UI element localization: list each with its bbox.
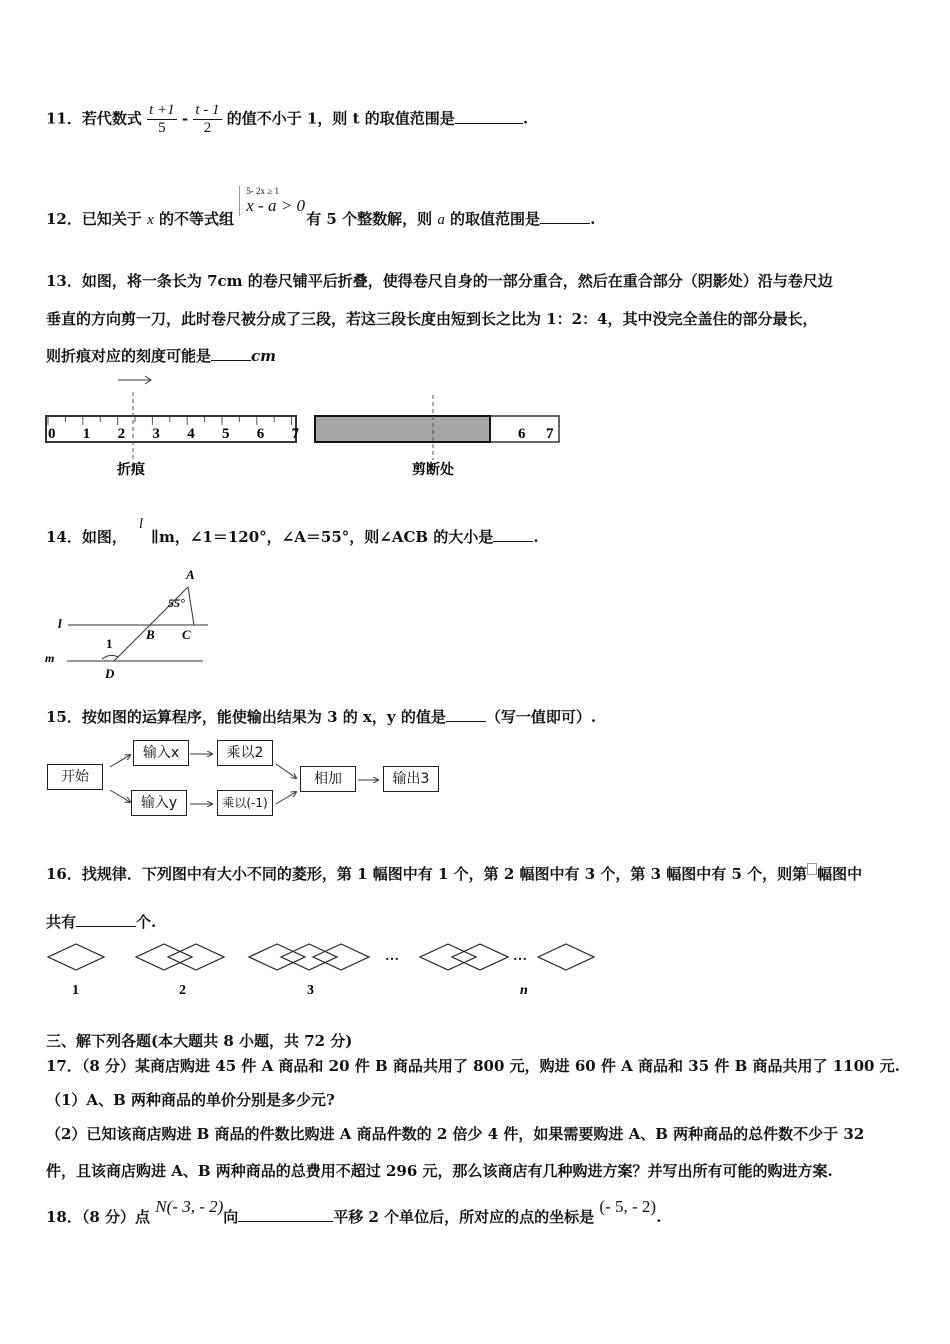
q13-line1: 13．如图，将一条长为 7cm 的卷尺铺平后折叠，使得卷尺自身的一部分重合，然后在重合部分（阴影处）沿与卷尺边 [46,272,833,290]
ruler-tick-label: 2 [117,426,126,442]
inequality-2: x - a > 0 [246,196,305,215]
box-input-x: 输入x [133,740,189,766]
answer-blank[interactable] [238,1207,333,1222]
box-output: 输出3 [383,766,439,792]
label-C: C [182,627,191,642]
rhombus [281,944,337,970]
q18-text-a: 18．（8 分）点 [46,1208,151,1226]
ruler-tick-label: 6 [256,426,265,442]
ruler-tick-label: 7 [291,426,300,442]
rhombus [313,944,369,970]
label-angle-1: 1 [106,636,113,651]
flow-arrows [100,740,390,820]
ruler-tick-label: 0 [48,426,56,442]
q13-text: 则折痕对应的刻度可能是 [46,347,212,365]
figure-label: 1 [72,983,79,998]
section-heading: 三、解下列各题(本大题共 8 小题，共 72 分) [46,1032,353,1050]
question-11 [46,102,528,137]
result-point: (- 5, - 2) [599,1197,657,1216]
figure-label: 2 [179,983,186,998]
question-15 [46,706,596,727]
q16-text: 16．找规律．下列图中有大小不同的菱形，第 1 幅图中有 1 个，第 2 幅图中有 3 个，第 3 幅图中有 5 个，则第 [46,865,808,883]
fraction-2 [193,102,221,137]
q15-tail: （写一值即可）. [485,708,597,726]
numerator: t - 1 [195,102,220,118]
rhombus [249,944,305,970]
fold-label: 折痕 [117,463,145,478]
figure-label: 3 [307,983,314,998]
answer-blank[interactable] [493,527,533,542]
q16-text: 共有 [46,913,77,931]
q12-mid: 的不等式组 [159,210,235,228]
answer-blank[interactable] [446,707,486,722]
figure-label: n [520,983,528,998]
label-A: A [186,567,195,582]
ruler-tick-label: 5 [222,426,230,442]
q13-line3 [46,345,276,366]
period: . [522,109,529,128]
rhombus [452,944,508,970]
question-14 [46,516,539,547]
answer-blank[interactable] [455,109,523,124]
label-angle-A: 55° [168,596,185,610]
q13-line2: 垂直的方向剪一刀，此时卷尺被分成了三段，若这三段长度由短到长之比为 1：2：4，其中没完全盖住的部分最长， [46,310,818,328]
point-N: N(- 3, - 2) [155,1197,224,1216]
q17-part1: （1）A、B 两种商品的单价分别是多少元? [46,1091,335,1109]
q11-suffix: 的值不小于 1，则 t 的取值范围是 [226,109,455,128]
cut-label: 剪断处 [412,463,454,478]
tick-label: 6 [518,426,526,442]
answer-blank[interactable] [76,912,136,927]
numerator: t +1 [149,102,175,118]
rhombus [538,944,594,970]
q16-text-b: 幅图中 [817,865,863,883]
label-B: B [146,627,155,642]
q17-line1: 17．（8 分）某商店购进 45 件 A 商品和 20 件 B 商品共用了 800 元，购进 60 件 A 商品和 35 件 B 商品共用了 1100 元. [46,1057,900,1075]
ellipsis: … [385,949,399,964]
question-12 [46,186,596,228]
denominator: 5 [158,120,166,136]
period: . [533,528,539,546]
rhombus [48,944,104,970]
ruler-tick-label: 3 [152,426,160,442]
ruler-tick-label: 1 [82,426,91,442]
rhombus [420,944,476,970]
q12-suffix2: 的取值范围是 [450,210,541,228]
q17-part2b: 件，且该商店购进 A、B 两种商品的总费用不超过 296 元，那么该商店有几种购进方案？并写出所有可能的购进方案. [46,1162,833,1180]
fraction-1 [147,102,177,137]
inequality-system [239,186,305,216]
label-D: D [105,666,115,681]
denominator: 2 [203,120,212,136]
period: . [656,1208,662,1226]
line-l: l [138,516,144,532]
answer-blank[interactable] [211,346,251,361]
rhombus [136,944,192,970]
q18-text-b: 向 [223,1208,239,1226]
shaded-overlap [315,416,490,442]
q17-part2a: （2）已知该商店购进 B 商品的件数比购进 A 商品件数的 2 倍少 4 件，如果需要购进 A、B 两种商品的总件数不少于 32 [46,1125,865,1143]
box-add: 相加 [300,766,356,792]
placeholder-box-icon [807,863,817,875]
q12-suffix: 有 5 个整数解，则 [306,210,433,228]
angle-figure [40,560,240,685]
question-18 [46,1196,662,1226]
box-start: 开始 [47,764,103,790]
inequality-1: 5- 2x ≥ 1 [246,186,279,196]
q12-prefix: 12．已知关于 [46,210,142,228]
label-m: m [45,651,55,665]
q14-text2: ∥m，∠1＝120°，∠A＝55°，则∠ACB 的大小是 [151,528,494,546]
q15-text: 15．按如图的运算程序，能使输出结果为 3 的 x，y 的值是 [46,708,446,726]
ruler-tick-label: 4 [187,426,195,442]
label-l: l [58,616,62,631]
q16-line2 [46,911,156,932]
q11-prefix: 11．若代数式 [46,109,142,128]
var-a: a [437,212,445,228]
var-x: x [147,212,154,228]
ellipsis: … [513,949,527,964]
box-multiply-2: 乘以2 [217,740,273,766]
ruler-figure [40,370,570,480]
minus: - [181,109,189,128]
rhombus-figure [40,940,610,1005]
period: . [590,210,596,228]
answer-blank[interactable] [540,209,590,224]
unit: cm [251,347,277,365]
rhombus [168,944,224,970]
box-input-y: 输入y [131,790,187,816]
q14-text1: 14．如图， [46,528,127,546]
q16-text-b: 个. [136,913,157,931]
box-multiply-neg1: 乘以(-1) [217,790,273,816]
q18-text-c: 平移 2 个单位后，所对应的点的坐标是 [333,1208,595,1226]
tick-label: 7 [546,426,554,442]
q16-line1 [46,863,862,884]
